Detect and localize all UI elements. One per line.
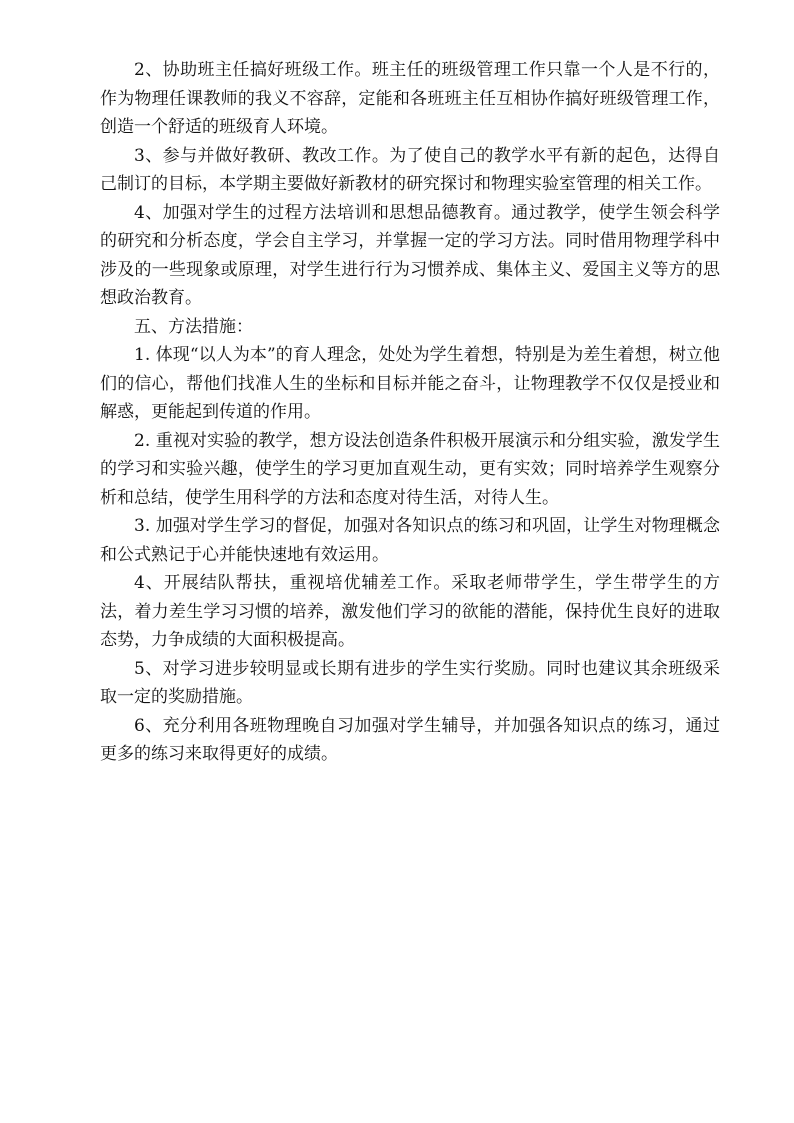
paragraph-item-4: 4、加强对学生的过程方法培训和思想品德教育。通过教学，使学生领会科学的研究和分析态度，学会自主学习，并掌握一定的学习方法。同时借用物理学科中涉及的一些现象或原理，对学生进行行为习惯养成、集体主义、爱国主义等方的思想政治教育。: [100, 202, 720, 308]
section-heading-methods: 五、方法措施：: [134, 316, 253, 337]
measure-item-6: 6、充分利用各班物理晚自习加强对学生辅导，并加强各知识点的练习，通过更多的练习来取得更好的成绩。: [100, 715, 720, 764]
paragraph-item-2: 2、协助班主任搞好班级工作。班主任的班级管理工作只靠一个人是不行的，作为物理任课教师的我义不容辞，定能和各班班主任互相协作搞好班级管理工作，创造一个舒适的班级育人环境。: [100, 60, 720, 137]
measure-item-2: 2. 重视对实验的教学，想方设法创造条件积极开展演示和分组实验，激发学生的学习和实验兴趣，使学生的学习更加直观生动，更有实效；同时培养学生观察分析和总结，使学生用科学的方法和态度对待生活，对待人生。: [100, 430, 720, 508]
measure-item-5: 5、对学习进步较明显或长期有进步的学生实行奖励。同时也建议其余班级采取一定的奖励措施。: [100, 658, 720, 707]
measure-item-1: 1. 体现“以人为本”的育人理念，处处为学生着想，特别是为差生着想，树立他们的信心，帮他们找准人生的坐标和目标并能之奋斗，让物理教学不仅仅是授业和解惑，更能起到传道的作用。: [100, 345, 720, 422]
measure-item-4: 4、开展结队帮扶，重视培优辅差工作。采取老师带学生，学生带学生的方法，着力差生学习习惯的培养，激发他们学习的欲能的潜能，保持优生良好的进取态势，力争成绩的大面积极提高。: [100, 573, 720, 650]
measure-item-3: 3. 加强对学生学习的督促，加强对各知识点的练习和巩固，让学生对物理概念和公式熟记于心并能快速地有效运用。: [100, 516, 720, 565]
document-body: [100, 56, 720, 769]
paragraph-item-3: 3、参与并做好教研、教改工作。为了使自己的教学水平有新的起色，达得自己制订的目标，本学期主要做好新教材的研究探讨和物理实验室管理的相关工作。: [100, 145, 720, 194]
